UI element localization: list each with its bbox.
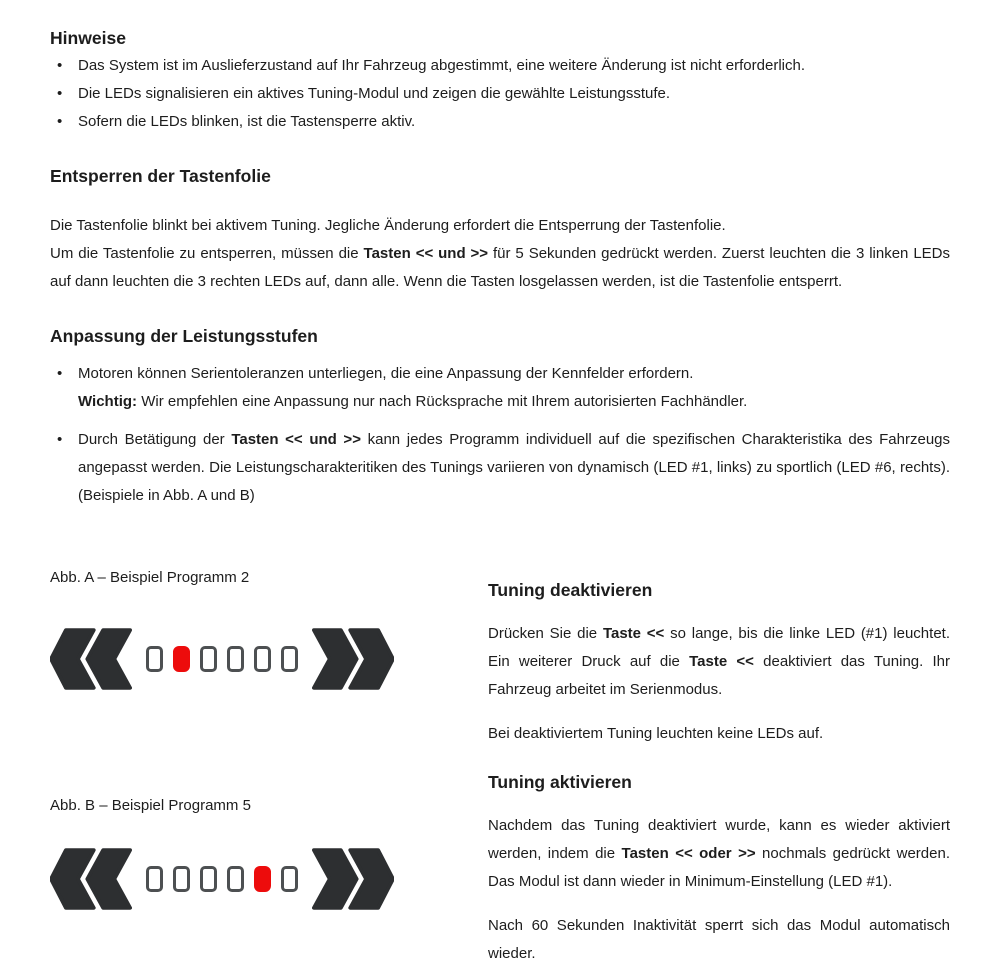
- led-inactive: [200, 866, 217, 892]
- bullet-glyph: •: [57, 57, 63, 74]
- instructions-column: [488, 532, 950, 968]
- led-inactive: [200, 646, 217, 672]
- hinweise-bullet-list: [50, 52, 950, 136]
- led-inactive: [173, 866, 190, 892]
- section-heading-hinweise: Hinweise: [50, 28, 126, 48]
- section-heading-anpassung: Anpassung der Leistungsstufen: [50, 326, 318, 346]
- bullet-item: [50, 80, 950, 108]
- bullet-text: Die LEDs signalisieren ein aktives Tuning-Modul und zeigen die gewählte Leistungsstufe.: [78, 85, 671, 102]
- led-inactive: [227, 866, 244, 892]
- led-inactive: [281, 866, 298, 892]
- deaktivieren-paragraph-2: Bei deaktiviertem Tuning leuchten keine LEDs auf.: [488, 725, 824, 742]
- bullet-text: Motoren können Serientoleranzen unterliegen, die eine Anpassung der Kennfelder erfordern. Wichtig: Wir empfehlen eine Anpassung nur nach Rücksprache mit Ihrem autorisierten Fachhändler.: [78, 365, 748, 410]
- figure-b-led-graphic: [50, 846, 488, 912]
- entsperren-paragraph-1: Die Tastenfolie blinkt bei aktivem Tuning. Jegliche Änderung erfordert die Entsperrung der Tastenfolie.: [50, 217, 726, 234]
- double-chevron-right-icon: [312, 626, 394, 692]
- section-heading-aktivieren: Tuning aktivieren: [488, 772, 632, 792]
- led-strip: [146, 866, 298, 892]
- bullet-text: Sofern die LEDs blinken, ist die Tastensperre aktiv.: [78, 113, 416, 130]
- led-inactive: [146, 646, 163, 672]
- bullet-glyph: •: [57, 113, 63, 130]
- bullet-item: [50, 426, 950, 510]
- double-chevron-right-icon: [312, 846, 394, 912]
- bullet-item: [50, 52, 950, 80]
- bullet-item: [50, 360, 950, 416]
- bullet-text: Durch Betätigung der Tasten << und >> kann jedes Programm individuell auf die spezifischen Charakteristika des Fahrzeugs angepasst werden. Die Leistungscharakteritiken des Tunings variieren von dynamisch (LED #1, links) zu sportlich (LED #6, rechts).(Beispiele in Abb. A und B): [78, 431, 951, 504]
- led-inactive: [281, 646, 298, 672]
- led-active: [254, 866, 271, 892]
- bullet-glyph: •: [57, 431, 63, 448]
- bullet-glyph: •: [57, 85, 63, 102]
- led-inactive: [254, 646, 271, 672]
- led-inactive: [227, 646, 244, 672]
- aktivieren-paragraph-2: Nach 60 Sekunden Inaktivität sperrt sich das Modul automatisch wieder.: [488, 917, 950, 962]
- entsperren-paragraph-2: Um die Tastenfolie zu entsperren, müssen die Tasten << und >> für 5 Sekunden gedrückt werden. Zuerst leuchten die 3 linken LEDs auf dann leuchten die 3 rechten LEDs auf, dann alle. Wenn die Tasten losgelassen werden, ist die Tastenfolie entsperrt.: [50, 245, 951, 290]
- bullet-text: Das System ist im Auslieferzustand auf Ihr Fahrzeug abgestimmt, eine weitere Änderung ist nicht erforderlich.: [78, 57, 805, 74]
- double-chevron-left-icon: [50, 626, 132, 692]
- aktivieren-paragraph-1: Nachdem das Tuning deaktiviert wurde, kann es wieder aktiviert werden, indem die Tasten << oder >> nochmals gedrückt werden. Das Modul ist dann wieder in Minimum-Einstellung (LED #1).: [488, 817, 950, 890]
- figure-a-led-graphic: [50, 626, 488, 692]
- figures-column: [50, 532, 488, 968]
- figures-and-instructions: [50, 532, 950, 968]
- led-inactive: [146, 866, 163, 892]
- figure-a-label: Abb. A – Beispiel Programm 2: [50, 569, 250, 586]
- deaktivieren-paragraph-1: Drücken Sie die Taste << so lange, bis die linke LED (#1) leuchtet. Ein weiterer Druck auf die Taste << deaktiviert das Tuning. Ihr Fahrzeug arbeitet im Serienmodus.: [488, 625, 951, 698]
- bullet-glyph: •: [57, 365, 63, 382]
- led-strip: [146, 646, 298, 672]
- figure-b-label: Abb. B – Beispiel Programm 5: [50, 797, 251, 814]
- bullet-item: [50, 108, 950, 136]
- double-chevron-left-icon: [50, 846, 132, 912]
- section-heading-entsperren: Entsperren der Tastenfolie: [50, 166, 271, 186]
- anpassung-bullet-list: [50, 360, 950, 510]
- led-active: [173, 646, 190, 672]
- section-heading-deaktivieren: Tuning deaktivieren: [488, 580, 653, 600]
